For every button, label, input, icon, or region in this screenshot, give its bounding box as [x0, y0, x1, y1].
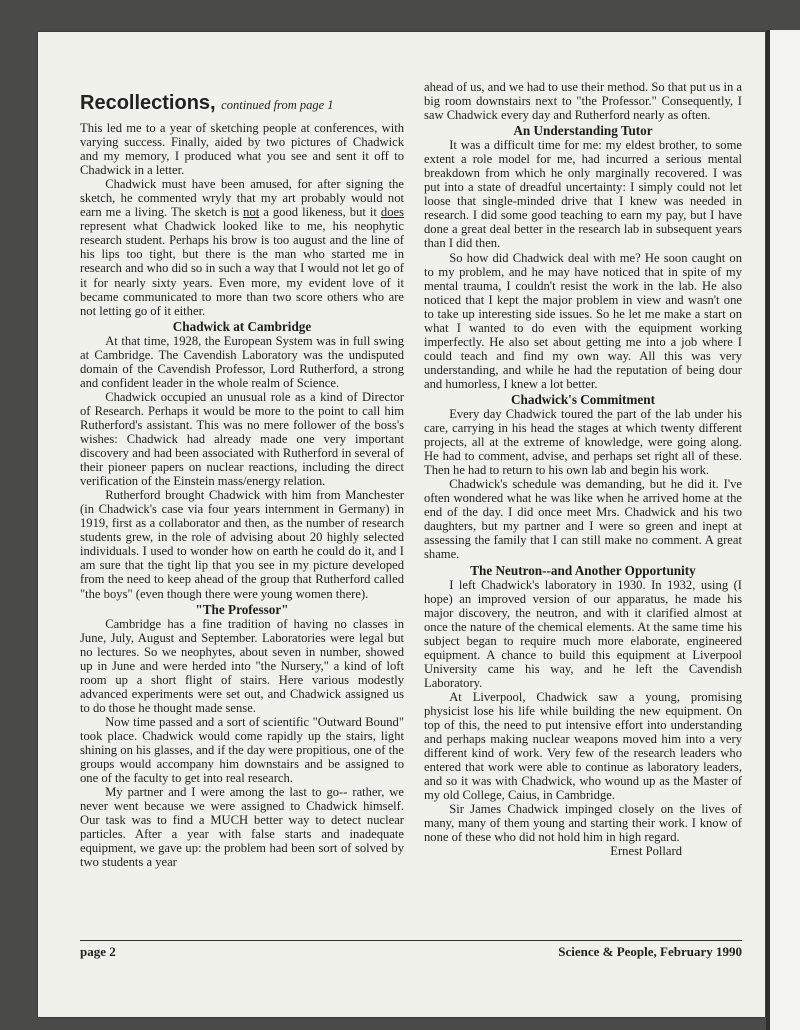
paragraph: Rutherford brought Chadwick with him from Manchester (in Chadwick's case via four years internment in Germany) in 1919, first as a collaborator and then, as the number of research students grew, in the role of advising about 20 highly selected individuals. I used to wonder how on earth he could do it, and I am sure that the tight lip that you see in my picture developed from the need to keep ahead of the group that Rutherford called "the boys" (even though there were young women there).	[80, 488, 404, 601]
paragraph: Chadwick must have been amused, for after signing the sketch, he commented wryly that my art probably would not earn me a living. The sketch is not a good likeness, but it does represent what Chadwick looked like to me, his neophytic research student. Perhaps his brow is too august and the line of his lips too tight, but there is the man who started me in research and who did so in such a way that I would not let go of it for nearly sixty years. Even more, my evident love of it became communicated to more than two score others who are not letting go of it either.	[80, 177, 404, 318]
paragraph: Now time passed and a sort of scientific "Outward Bound" took place. Chadwick would come rapidly up the stairs, light shining on his glasses, and if the day were propitious, one of the groups would accompany him downstairs and be assigned to one of the faculty to get into real research.	[80, 714, 404, 786]
paragraph: Cambridge has a fine tradition of having no classes in June, July, August and September. Laboratories were legal but no lectures. So we neophytes, about seven in number, showed up in June and were herded into "the Nursery," a kind of loft room up a short flight of stairs. Here various modestly advanced experiments were set out, and Chadwick assigned us to do those he thought made sense.	[80, 616, 404, 715]
page-number: page 2	[80, 944, 116, 959]
section-heading: An Understanding Tutor	[513, 123, 653, 139]
paragraph: Chadwick occupied an unusual role as a kind of Director of Research. Perhaps it would be more to the point to call him Rutherford's assistant. This was no mere follower of the boss's wishes: Chadwick had already made one very important discovery and had been associated with Rutherford in several of their pioneer papers on nuclear reactions, including the direct verification of the Einstein mass/energy relation.	[80, 389, 404, 489]
paragraph: At that time, 1928, the European System was in full swing at Cambridge. The Cavendish Laboratory was the undisputed domain of the Cavendish Professor, Lord Rutherford, a strong and confident leader in the whole realm of Science.	[80, 333, 404, 390]
publication-info: Science & People, February 1990	[558, 944, 742, 959]
paragraph: It was a difficult time for me: my eldest brother, to some extent a role model for me, had incurred a serious mental breakdown from which he only marginally recovered. I was put into a state of dreadful uncertainty: I simply could not let loose that single-minded drive that I knew was needed in research. I did some good teaching to earn my pay, but I have done a great deal better in the research lab in subsequent years than I did then.	[424, 138, 742, 251]
author-signature: Ernest Pollard	[610, 844, 682, 859]
adjacent-page-edge	[770, 30, 800, 1030]
continuation-note: continued from page 1	[221, 98, 334, 112]
footer-rule	[80, 940, 742, 941]
left-column	[80, 92, 404, 869]
paragraph: So how did Chadwick deal with me? He soon caught on to my problem, and he may have noticed that in spite of my mental trauma, I couldn't resist the work in the lab. He also noticed that I kept the major problem in view and wasn't one to take up interesting side issues. So he let me make a start on what I wanted to do even with the equipment working imperfectly. He also set about getting me into a job where I could teach and find my own way. All this was very understanding, and while he had the reputation of being dour and humorless, I knew a lot better.	[424, 250, 742, 391]
section-heading: "The Professor"	[195, 601, 289, 617]
left-column-body	[80, 121, 404, 869]
paragraph: Every day Chadwick toured the part of the lab under his care, carrying in his head the stages at which twenty different projects, all at the extreme of knowledge, were going along. He had to comment, advise, and perhaps set right all of these. Then he had to return to his own lab and begin his work.	[424, 406, 742, 478]
section-heading: Chadwick at Cambridge	[172, 318, 312, 334]
paragraph: Sir James Chadwick impinged closely on the lives of many, many of them young and starting their work. I know of none of these who did not hold him in high regard.	[424, 802, 742, 845]
right-column-body	[424, 80, 742, 858]
paragraph: At Liverpool, Chadwick saw a young, promising physicist lose his life while building the new equipment. On top of this, the need to put intensive effort into understanding and perhaps making nuclear weapons moved him into a very different kind of work. Very few of the research leaders who entered that work were able to continue as laboratory leaders, and so it was with Chadwick, who wound up as the Master of my old College, Caius, in Cambridge.	[424, 689, 742, 803]
paragraph: This led me to a year of sketching people at conferences, with varying success. Finally, aided by two pictures of Chadwick and my memory, I produced what you see and sent it off to Chadwick in a letter.	[80, 121, 404, 178]
newsletter-page	[38, 32, 765, 1017]
paragraph: Chadwick's schedule was demanding, but he did it. I've often wondered what he was like when he arrived home at the end of the day. I did once meet Mrs. Chadwick and his two daughters, but my partner and I were so green and inept at assessing the family that I can still make no comment. A great shame.	[424, 477, 742, 562]
paragraph: My partner and I were among the last to go-- rather, we never went because we were assigned to Chadwick himself. Our task was to find a MUCH better way to detect nuclear particles. After a year with false starts and inadequate equipment, we gave up: the problem had been sort of solved by two students a year	[80, 785, 404, 870]
section-heading: The Neutron--and Another Opportunity	[470, 562, 696, 578]
paragraph: ahead of us, and we had to use their method. So that put us in a big room downstairs next to "the Professor." Consequently, I saw Chadwick every day and Rutherford nearly as often.	[424, 80, 742, 123]
section-heading: Chadwick's Commitment	[511, 391, 655, 407]
paragraph: I left Chadwick's laboratory in 1930. In 1932, using (I hope) an improved version of our apparatus, he made his major discovery, the neutron, and with it clarified almost at once the nature of the chemical elements. At the same time his subject began to require much more elaborate, engineered equipment. A chance to build this equipment at Liverpool University came his way, and he left the Cavendish Laboratory.	[424, 577, 742, 690]
article-heading	[80, 92, 404, 116]
right-column	[424, 80, 742, 858]
article-title: Recollections,	[80, 92, 216, 114]
